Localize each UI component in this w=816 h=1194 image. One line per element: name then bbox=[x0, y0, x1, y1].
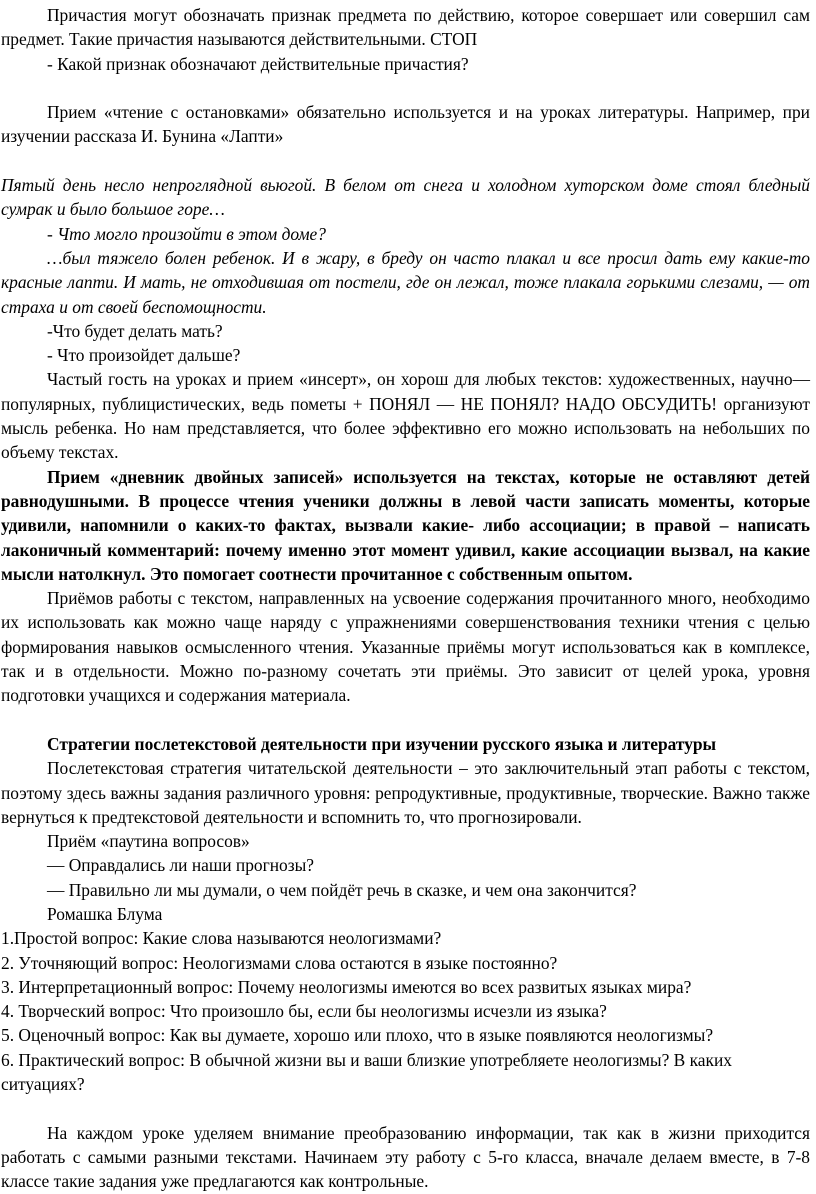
paragraph: Прием «чтение с остановками» обязательно используется и на уроках литературы. Например, при изучении рассказа И. Бунина «Лапти» bbox=[1, 102, 810, 147]
list-heading: Приём «паутина вопросов» bbox=[47, 831, 250, 852]
list-item: 6. Практический вопрос: В обычной жизни вы и ваши близкие употребляете неологизмы? В каких ситуациях? bbox=[1, 1049, 732, 1095]
section-heading: Стратегии послетекстовой деятельности при изучении русского языка и литературы bbox=[47, 733, 717, 754]
blank-line bbox=[1, 1096, 810, 1120]
list-item: 4. Творческий вопрос: Что произошло бы, если бы неологизмы исчезли из языка? bbox=[1, 1001, 607, 1022]
list-heading: Ромашка Блума bbox=[47, 903, 163, 924]
blank-line bbox=[1, 76, 810, 100]
question-line: -Что будет делать мать? bbox=[47, 320, 223, 341]
blank-line bbox=[1, 708, 810, 732]
paragraph: Приёмов работы с текстом, направленных на усвоение содержания прочитанного много, необходимо их использовать как можно чаще наряду с упражнениями совершенствования техники чтения с целью формирования навыков осмысленного чтения. Указанные приёмы могут использоваться как в комплексе, так и в отдельности. Можно по-разному сочетать эти приёмы. Это зависит от целей урока, уровня подготовки учащихся и содержания материала. bbox=[1, 588, 810, 706]
quote-paragraph: Пятый день несло непроглядной вьюгой. В белом от снега и холодном хуторском доме стоял бледный сумрак и было большое горе… bbox=[1, 175, 810, 220]
question-line: - Что произойдет дальше? bbox=[47, 345, 241, 366]
list-item: 3. Интерпретационный вопрос: Почему неологизмы имеются во всех развитых языках мира? bbox=[1, 976, 692, 997]
question-line: - Какой признак обозначают действительные причастия? bbox=[47, 53, 469, 74]
quote-question: - Что могло произойти в этом доме? bbox=[47, 223, 326, 244]
bold-paragraph: Прием «дневник двойных записей» используется на текстах, которые не оставляют детей равнодушными. В процессе чтения ученики должны в левой части записать моменты, которые удивили, напомнили о каких-то фактах, вызвали какие- либо ассоциации; в правой – написать лаконичный комментарий: почему именно этот момент удивил, какие ассоциации вызвал, на какие мысли натолкнул. Это помогает соотнести прочитанное с собственным опытом. bbox=[1, 466, 810, 584]
question-line: — Правильно ли мы думали, о чем пойдёт речь в сказке, и чем она закончится? bbox=[47, 879, 637, 900]
quote-paragraph: …был тяжело болен ребенок. И в жару, в бреду он часто плакал и все просил дать ему какие-то красные лапти. И мать, не отходившая от постели, где он лежал, тоже плакала горькими слезами, — от страха и от своей беспомощности. bbox=[1, 247, 810, 317]
paragraph: Частый гость на уроках и прием «инсерт», он хорош для любых текстов: художественных, научно—популярных, публицистических, ведь пометы + ПОНЯЛ — НЕ ПОНЯЛ? НАДО ОБСУДИТЬ! организуют мысль ребенка. Но нам представляется, что более эффективно его можно использовать на небольших по объему текстах. bbox=[1, 369, 810, 463]
paragraph: Причастия могут обозначать признак предмета по действию, которое совершает или совершил сам предмет. Такие причастия называются действительными. СТОП bbox=[1, 5, 810, 50]
paragraph: Послетекстовая стратегия читательской деятельности – это заключительный этап работы с текстом, поэтому здесь важны задания различного уровня: репродуктивные, продуктивные, творческие. Важно также вернуться к предтекстовой деятельности и вспомнить то, что прогнозировали. bbox=[1, 758, 810, 827]
blank-line bbox=[1, 149, 810, 173]
question-line: — Оправдались ли наши прогнозы? bbox=[47, 855, 315, 876]
list-item: 5. Оценочный вопрос: Как вы думаете, хорошо или плохо, что в языке появляются неологизмы? bbox=[1, 1025, 714, 1046]
paragraph: На каждом уроке уделяем внимание преобразованию информации, так как в жизни приходится работать с самыми разными текстами. Начинаем эту работу с 5-го класса, вначале делаем вместе, в 7-8 классе такие задания уже предлагаются как контрольные. bbox=[1, 1122, 810, 1192]
list-item: 2. Уточняющий вопрос: Неологизмами слова остаются в языке постоянно? bbox=[1, 952, 558, 973]
list-item: 1.Простой вопрос: Какие слова называются неологизмами? bbox=[1, 928, 442, 949]
